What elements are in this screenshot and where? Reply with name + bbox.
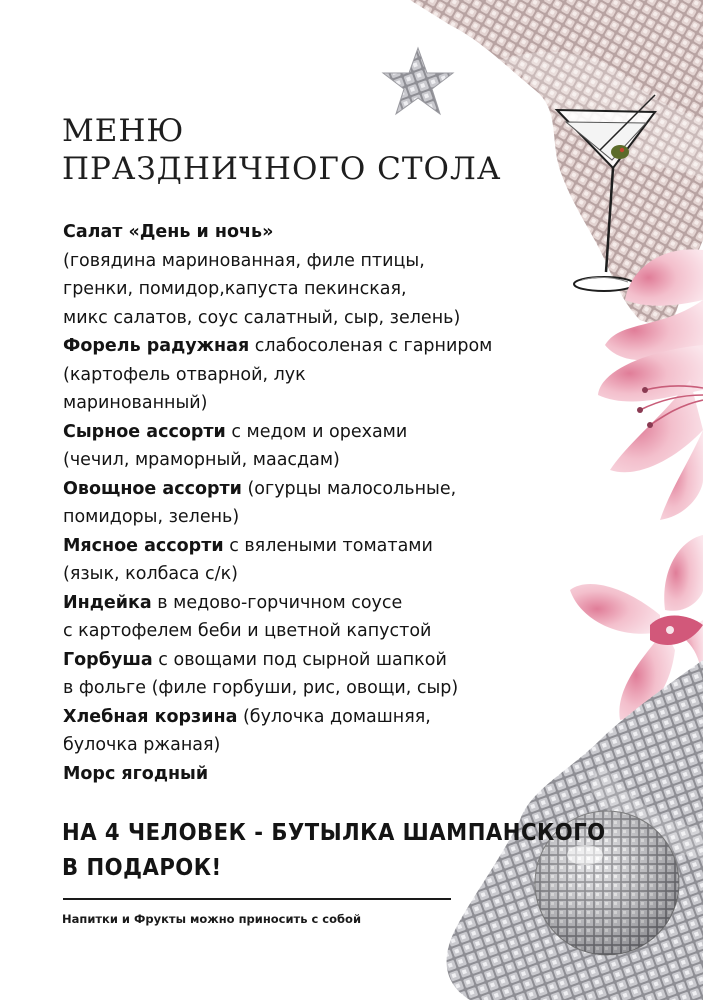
menu-line <box>63 475 543 504</box>
dish-name: Индейка <box>63 592 152 613</box>
dish-name: Горбуша <box>63 649 153 670</box>
divider <box>63 898 451 900</box>
promo-line-1: НА 4 ЧЕЛОВЕК - БУТЫЛКА ШАМПАНСКОГО <box>62 818 606 846</box>
menu-line <box>63 532 543 561</box>
dish-description: микс салатов, соус салатный, сыр, зелень) <box>63 307 461 328</box>
promo-heading <box>62 815 606 885</box>
dish-description: маринованный) <box>63 393 208 413</box>
dish-description: с картофелем беби и цветной капустой <box>63 621 432 641</box>
footer-note: Напитки и Фрукты можно приносить с собой <box>62 912 362 926</box>
menu-line <box>63 332 543 361</box>
dish-name: Сырное ассорти <box>63 421 226 442</box>
promo-line-2: В ПОДАРОК! <box>62 853 222 881</box>
menu-line <box>63 731 543 760</box>
dish-description: булочка ржаная) <box>63 735 221 755</box>
dish-description: в медово-горчичном соусе <box>151 592 403 613</box>
page-title <box>62 112 501 188</box>
dish-description: с медом и орехами <box>225 421 408 442</box>
dish-description: гренки, помидор,капуста пекинская, <box>63 279 407 299</box>
menu-line <box>63 218 543 247</box>
menu-line <box>63 617 543 646</box>
menu-line <box>63 646 543 675</box>
star-icon <box>383 48 453 114</box>
menu-line <box>63 446 543 475</box>
dish-name: Мясное ассорти <box>63 535 224 556</box>
dish-description: в фольге (филе горбуши, рис, овощи, сыр) <box>63 678 459 698</box>
dish-name: Морс ягодный <box>63 763 209 784</box>
menu-line <box>63 760 543 789</box>
menu-line <box>63 560 543 589</box>
dish-description: (булочка домашняя, <box>237 706 431 727</box>
menu-line <box>63 389 543 418</box>
menu-list <box>63 218 543 788</box>
menu-line <box>63 589 543 618</box>
dish-description: (говядина маринованная, филе птицы, <box>63 250 425 271</box>
title-line-1: МЕНЮ <box>62 113 185 149</box>
menu-line <box>63 247 543 276</box>
dish-description: (огурцы малосольные, <box>241 478 457 499</box>
menu-line <box>63 703 543 732</box>
dish-description: (чечил, мраморный, маасдам) <box>63 450 340 470</box>
menu-line <box>63 361 543 390</box>
title-line-2: ПРАЗДНИЧНОГО СТОЛА <box>62 151 502 187</box>
menu-line <box>63 304 543 333</box>
dish-name: Форель радужная <box>63 336 250 356</box>
dish-name: Овощное ассорти <box>63 478 242 499</box>
menu-line <box>63 275 543 304</box>
dish-description: (картофель отварной, лук <box>63 364 306 385</box>
menu-line <box>63 503 543 532</box>
dish-description: с вялеными томатами <box>223 535 433 556</box>
dish-description: (язык, колбаса с/к) <box>63 564 238 584</box>
dish-name: Хлебная корзина <box>63 706 238 727</box>
menu-line <box>63 674 543 703</box>
dish-description: с овощами под сырной шапкой <box>152 649 447 670</box>
dish-name: Салат «День и ночь» <box>63 222 274 242</box>
menu-line <box>63 418 543 447</box>
dish-description: помидоры, зелень) <box>63 507 240 527</box>
dish-description: слабосоленая с гарниром <box>249 336 493 356</box>
